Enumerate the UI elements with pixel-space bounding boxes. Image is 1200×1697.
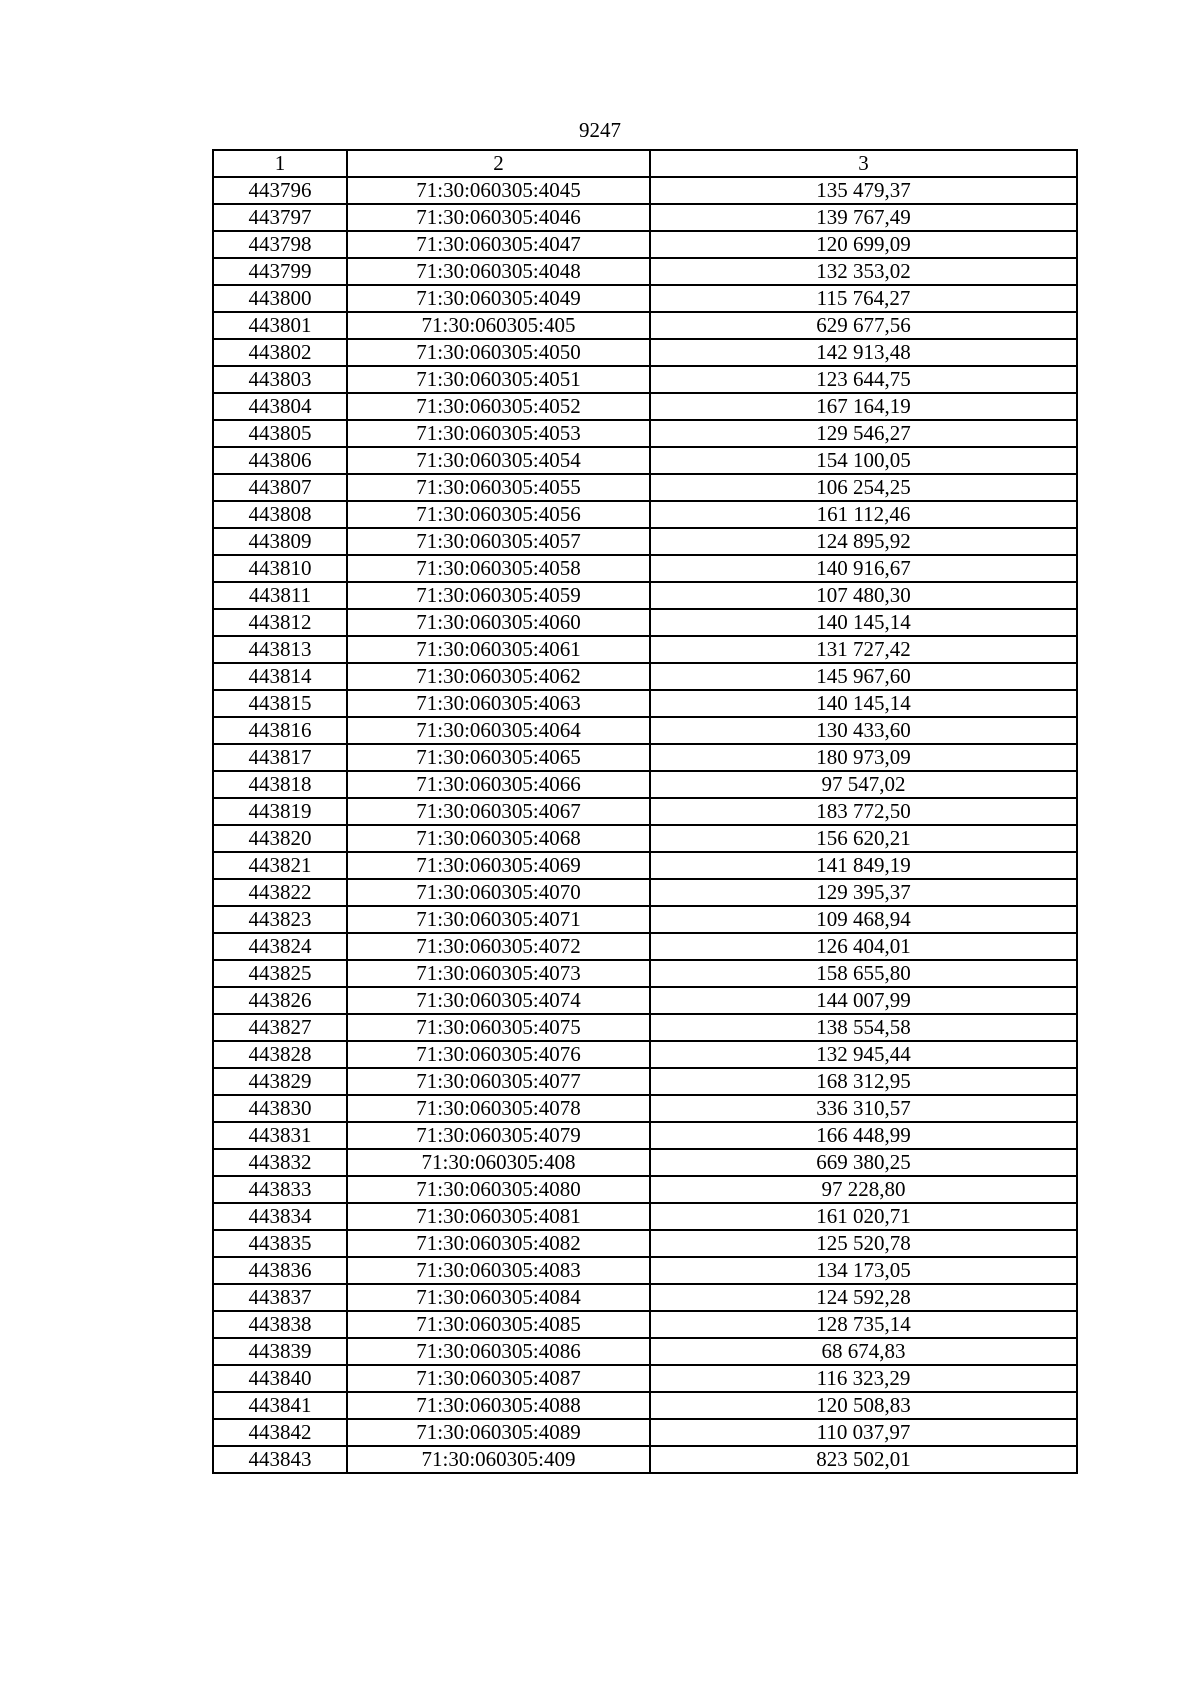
- cell-value: 110 037,97: [650, 1419, 1077, 1446]
- cell-cadastral-number: 71:30:060305:4053: [347, 420, 650, 447]
- cell-value: 124 895,92: [650, 528, 1077, 555]
- cell-id: 443822: [213, 879, 347, 906]
- table-row: [213, 798, 1077, 825]
- table-row: [213, 663, 1077, 690]
- cell-id: 443840: [213, 1365, 347, 1392]
- table-row: [213, 501, 1077, 528]
- cell-id: 443808: [213, 501, 347, 528]
- table-row: [213, 231, 1077, 258]
- cell-id: 443812: [213, 609, 347, 636]
- cell-cadastral-number: 71:30:060305:4086: [347, 1338, 650, 1365]
- cell-id: 443841: [213, 1392, 347, 1419]
- cell-cadastral-number: 71:30:060305:4045: [347, 177, 650, 204]
- cell-id: 443837: [213, 1284, 347, 1311]
- cell-value: 141 849,19: [650, 852, 1077, 879]
- table-row: [213, 555, 1077, 582]
- cell-value: 144 007,99: [650, 987, 1077, 1014]
- cell-value: 183 772,50: [650, 798, 1077, 825]
- table-row: [213, 204, 1077, 231]
- table-row: [213, 1419, 1077, 1446]
- cell-id: 443806: [213, 447, 347, 474]
- cell-value: 120 699,09: [650, 231, 1077, 258]
- table-row: [213, 393, 1077, 420]
- cell-value: 134 173,05: [650, 1257, 1077, 1284]
- cell-id: 443819: [213, 798, 347, 825]
- cell-cadastral-number: 71:30:060305:4068: [347, 825, 650, 852]
- table-body: [213, 177, 1077, 1473]
- cell-value: 154 100,05: [650, 447, 1077, 474]
- cell-value: 167 164,19: [650, 393, 1077, 420]
- cell-cadastral-number: 71:30:060305:4071: [347, 906, 650, 933]
- cell-id: 443814: [213, 663, 347, 690]
- cell-id: 443839: [213, 1338, 347, 1365]
- header-cell-2: 2: [347, 150, 650, 177]
- cell-value: 823 502,01: [650, 1446, 1077, 1473]
- cell-id: 443798: [213, 231, 347, 258]
- table-row: [213, 960, 1077, 987]
- table-row: [213, 177, 1077, 204]
- table-row: [213, 1122, 1077, 1149]
- cell-value: 140 145,14: [650, 690, 1077, 717]
- table-row: [213, 1365, 1077, 1392]
- cell-cadastral-number: 71:30:060305:4067: [347, 798, 650, 825]
- cell-value: 123 644,75: [650, 366, 1077, 393]
- cell-value: 140 145,14: [650, 609, 1077, 636]
- cell-value: 125 520,78: [650, 1230, 1077, 1257]
- cell-value: 106 254,25: [650, 474, 1077, 501]
- cell-id: 443834: [213, 1203, 347, 1230]
- cell-value: 161 020,71: [650, 1203, 1077, 1230]
- table-row: [213, 1338, 1077, 1365]
- table-row: [213, 474, 1077, 501]
- cell-value: 168 312,95: [650, 1068, 1077, 1095]
- cell-id: 443833: [213, 1176, 347, 1203]
- table-row: [213, 852, 1077, 879]
- cell-id: 443796: [213, 177, 347, 204]
- cell-cadastral-number: 71:30:060305:4084: [347, 1284, 650, 1311]
- cell-id: 443803: [213, 366, 347, 393]
- cell-cadastral-number: 71:30:060305:4072: [347, 933, 650, 960]
- cell-cadastral-number: 71:30:060305:4088: [347, 1392, 650, 1419]
- cell-value: 669 380,25: [650, 1149, 1077, 1176]
- cell-cadastral-number: 71:30:060305:4069: [347, 852, 650, 879]
- cell-cadastral-number: 71:30:060305:4054: [347, 447, 650, 474]
- cell-id: 443827: [213, 1014, 347, 1041]
- cell-id: 443817: [213, 744, 347, 771]
- table-row: [213, 771, 1077, 798]
- cell-id: 443831: [213, 1122, 347, 1149]
- header-cell-3: 3: [650, 150, 1077, 177]
- cell-id: 443797: [213, 204, 347, 231]
- cell-cadastral-number: 71:30:060305:409: [347, 1446, 650, 1473]
- cell-id: 443818: [213, 771, 347, 798]
- table-row: [213, 528, 1077, 555]
- table-row: [213, 420, 1077, 447]
- cell-cadastral-number: 71:30:060305:4049: [347, 285, 650, 312]
- cell-value: 145 967,60: [650, 663, 1077, 690]
- cell-value: 161 112,46: [650, 501, 1077, 528]
- table-row: [213, 312, 1077, 339]
- cell-cadastral-number: 71:30:060305:4064: [347, 717, 650, 744]
- table-header: [213, 150, 1077, 177]
- table-row: [213, 933, 1077, 960]
- cell-cadastral-number: 71:30:060305:4089: [347, 1419, 650, 1446]
- cell-id: 443824: [213, 933, 347, 960]
- cell-value: 107 480,30: [650, 582, 1077, 609]
- cell-value: 97 228,80: [650, 1176, 1077, 1203]
- cell-id: 443804: [213, 393, 347, 420]
- cell-value: 128 735,14: [650, 1311, 1077, 1338]
- table-row: [213, 339, 1077, 366]
- cell-value: 166 448,99: [650, 1122, 1077, 1149]
- cell-value: 115 764,27: [650, 285, 1077, 312]
- cell-cadastral-number: 71:30:060305:4057: [347, 528, 650, 555]
- table-row: [213, 1257, 1077, 1284]
- cell-value: 180 973,09: [650, 744, 1077, 771]
- cell-cadastral-number: 71:30:060305:4070: [347, 879, 650, 906]
- cell-id: 443810: [213, 555, 347, 582]
- table-row: [213, 1446, 1077, 1473]
- cell-value: 120 508,83: [650, 1392, 1077, 1419]
- table-row: [213, 1176, 1077, 1203]
- table-row: [213, 1230, 1077, 1257]
- cell-cadastral-number: 71:30:060305:4066: [347, 771, 650, 798]
- cell-value: 129 395,37: [650, 879, 1077, 906]
- cell-value: 135 479,37: [650, 177, 1077, 204]
- cell-cadastral-number: 71:30:060305:4056: [347, 501, 650, 528]
- cell-cadastral-number: 71:30:060305:4063: [347, 690, 650, 717]
- cell-cadastral-number: 71:30:060305:4050: [347, 339, 650, 366]
- cell-cadastral-number: 71:30:060305:4083: [347, 1257, 650, 1284]
- table-row: [213, 1392, 1077, 1419]
- table-row: [213, 690, 1077, 717]
- cell-cadastral-number: 71:30:060305:4075: [347, 1014, 650, 1041]
- cell-id: 443826: [213, 987, 347, 1014]
- cell-cadastral-number: 71:30:060305:4046: [347, 204, 650, 231]
- table-row: [213, 447, 1077, 474]
- registry-table: [212, 149, 1078, 1474]
- cell-cadastral-number: 71:30:060305:4060: [347, 609, 650, 636]
- cell-cadastral-number: 71:30:060305:4047: [347, 231, 650, 258]
- table-row: [213, 744, 1077, 771]
- table-row: [213, 717, 1077, 744]
- cell-cadastral-number: 71:30:060305:4076: [347, 1041, 650, 1068]
- cell-cadastral-number: 71:30:060305:4062: [347, 663, 650, 690]
- cell-id: 443823: [213, 906, 347, 933]
- cell-id: 443801: [213, 312, 347, 339]
- table-row: [213, 609, 1077, 636]
- cell-id: 443838: [213, 1311, 347, 1338]
- cell-cadastral-number: 71:30:060305:4059: [347, 582, 650, 609]
- table-row: [213, 258, 1077, 285]
- cell-cadastral-number: 71:30:060305:4087: [347, 1365, 650, 1392]
- table-row: [213, 1284, 1077, 1311]
- cell-id: 443825: [213, 960, 347, 987]
- cell-value: 97 547,02: [650, 771, 1077, 798]
- cell-id: 443802: [213, 339, 347, 366]
- table-row: [213, 366, 1077, 393]
- cell-cadastral-number: 71:30:060305:4051: [347, 366, 650, 393]
- cell-cadastral-number: 71:30:060305:4077: [347, 1068, 650, 1095]
- cell-id: 443842: [213, 1419, 347, 1446]
- page-number: 9247: [579, 118, 621, 142]
- cell-value: 109 468,94: [650, 906, 1077, 933]
- cell-id: 443815: [213, 690, 347, 717]
- cell-value: 129 546,27: [650, 420, 1077, 447]
- cell-id: 443811: [213, 582, 347, 609]
- table-row: [213, 825, 1077, 852]
- cell-cadastral-number: 71:30:060305:4065: [347, 744, 650, 771]
- table-row: [213, 1068, 1077, 1095]
- cell-value: 130 433,60: [650, 717, 1077, 744]
- cell-cadastral-number: 71:30:060305:4048: [347, 258, 650, 285]
- cell-value: 68 674,83: [650, 1338, 1077, 1365]
- cell-value: 131 727,42: [650, 636, 1077, 663]
- table-row: [213, 582, 1077, 609]
- cell-value: 132 945,44: [650, 1041, 1077, 1068]
- cell-value: 132 353,02: [650, 258, 1077, 285]
- cell-cadastral-number: 71:30:060305:4078: [347, 1095, 650, 1122]
- table-row: [213, 987, 1077, 1014]
- cell-cadastral-number: 71:30:060305:4073: [347, 960, 650, 987]
- cell-value: 156 620,21: [650, 825, 1077, 852]
- table-row: [213, 1311, 1077, 1338]
- cell-cadastral-number: 71:30:060305:4080: [347, 1176, 650, 1203]
- cell-id: 443807: [213, 474, 347, 501]
- cell-cadastral-number: 71:30:060305:405: [347, 312, 650, 339]
- cell-id: 443800: [213, 285, 347, 312]
- cell-id: 443816: [213, 717, 347, 744]
- cell-id: 443830: [213, 1095, 347, 1122]
- cell-cadastral-number: 71:30:060305:4058: [347, 555, 650, 582]
- cell-id: 443836: [213, 1257, 347, 1284]
- table-row: [213, 1095, 1077, 1122]
- cell-cadastral-number: 71:30:060305:4061: [347, 636, 650, 663]
- cell-id: 443799: [213, 258, 347, 285]
- cell-id: 443828: [213, 1041, 347, 1068]
- cell-value: 116 323,29: [650, 1365, 1077, 1392]
- cell-id: 443813: [213, 636, 347, 663]
- cell-cadastral-number: 71:30:060305:408: [347, 1149, 650, 1176]
- cell-cadastral-number: 71:30:060305:4052: [347, 393, 650, 420]
- cell-id: 443829: [213, 1068, 347, 1095]
- cell-cadastral-number: 71:30:060305:4081: [347, 1203, 650, 1230]
- table-row: [213, 636, 1077, 663]
- cell-id: 443832: [213, 1149, 347, 1176]
- cell-value: 140 916,67: [650, 555, 1077, 582]
- cell-value: 336 310,57: [650, 1095, 1077, 1122]
- cell-id: 443820: [213, 825, 347, 852]
- cell-id: 443843: [213, 1446, 347, 1473]
- cell-value: 142 913,48: [650, 339, 1077, 366]
- cell-cadastral-number: 71:30:060305:4085: [347, 1311, 650, 1338]
- header-row: [213, 150, 1077, 177]
- cell-cadastral-number: 71:30:060305:4074: [347, 987, 650, 1014]
- cell-id: 443809: [213, 528, 347, 555]
- table-row: [213, 285, 1077, 312]
- table-row: [213, 1041, 1077, 1068]
- table-row: [213, 1014, 1077, 1041]
- header-cell-1: 1: [213, 150, 347, 177]
- cell-cadastral-number: 71:30:060305:4079: [347, 1122, 650, 1149]
- table-row: [213, 1203, 1077, 1230]
- cell-value: 138 554,58: [650, 1014, 1077, 1041]
- cell-value: 126 404,01: [650, 933, 1077, 960]
- cell-cadastral-number: 71:30:060305:4082: [347, 1230, 650, 1257]
- cell-cadastral-number: 71:30:060305:4055: [347, 474, 650, 501]
- table-row: [213, 906, 1077, 933]
- cell-value: 158 655,80: [650, 960, 1077, 987]
- cell-value: 139 767,49: [650, 204, 1077, 231]
- cell-id: 443821: [213, 852, 347, 879]
- cell-value: 629 677,56: [650, 312, 1077, 339]
- cell-id: 443805: [213, 420, 347, 447]
- cell-value: 124 592,28: [650, 1284, 1077, 1311]
- table-row: [213, 1149, 1077, 1176]
- cell-id: 443835: [213, 1230, 347, 1257]
- table-row: [213, 879, 1077, 906]
